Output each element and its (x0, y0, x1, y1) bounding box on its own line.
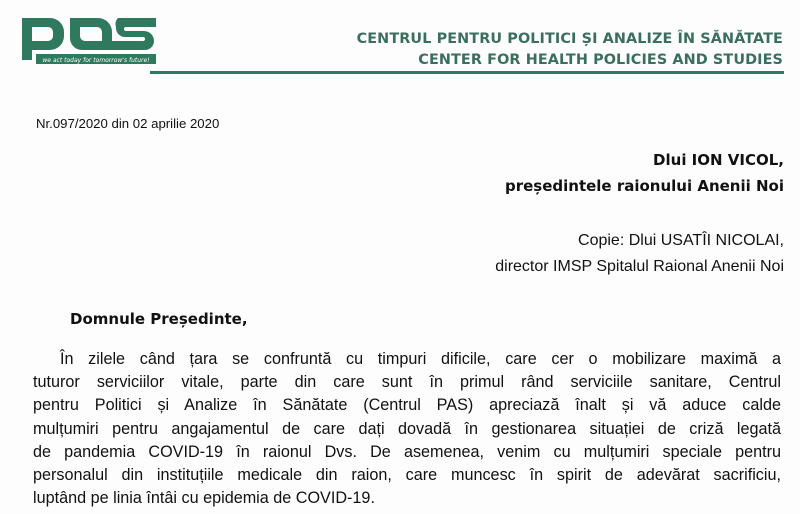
salutation: Domnule Președinte, (70, 310, 248, 328)
copy-recipient-name: Copie: Dlui USATÎI NICOLAI, (578, 232, 784, 249)
body-line: tuturor serviciilor vitale, parte din care sunt în primul rând serviciile sanitare, Centrul (33, 373, 781, 392)
body-line: În zilele când țara se confruntă cu timpuri dificile, care cer o mobilizare maximă a (60, 350, 781, 368)
letter-body (33, 348, 781, 510)
body-line: pentru Politici și Analize în Sănătate (Centrul PAS) apreciază înalt și vă aduce calde (33, 396, 781, 415)
pas-logo-mark (18, 8, 160, 68)
org-name-romanian: CENTRUL PENTRU POLITICI ȘI ANALIZE ÎN SĂNĂTATE (356, 31, 783, 47)
copy-recipient-block (495, 228, 784, 280)
header-divider (150, 71, 784, 74)
body-line: mulțumiri pentru angajamentul de care dați dovadă în gestionarea situației de criză legată (33, 419, 781, 438)
body-line: luptând pe linia întâi cu epidemia de COVID-19. (33, 489, 375, 508)
recipient-title: președintele raionului Anenii Noi (504, 177, 784, 195)
organization-header (357, 29, 783, 71)
copy-recipient-title: director IMSP Spitalul Raional Anenii Noi (495, 258, 784, 275)
logo-tagline: we act today for tomorrow's future! (42, 57, 150, 64)
recipient-name: Dlui ION VICOL, (653, 151, 784, 169)
pas-logo (18, 8, 160, 68)
recipient-block (505, 147, 784, 199)
body-line: personalul din instituțiile medicale din raion, care muncesc în spirit de adevărat sacrificiu, (33, 466, 781, 485)
body-line: de pandemia COVID-19 în raionul Dvs. De asemenea, venim cu mulțumiri speciale pentru (33, 442, 781, 461)
org-name-english: CENTER FOR HEALTH POLICIES AND STUDIES (418, 52, 783, 68)
reference-number: Nr.097/2020 din 02 aprilie 2020 (36, 116, 220, 131)
